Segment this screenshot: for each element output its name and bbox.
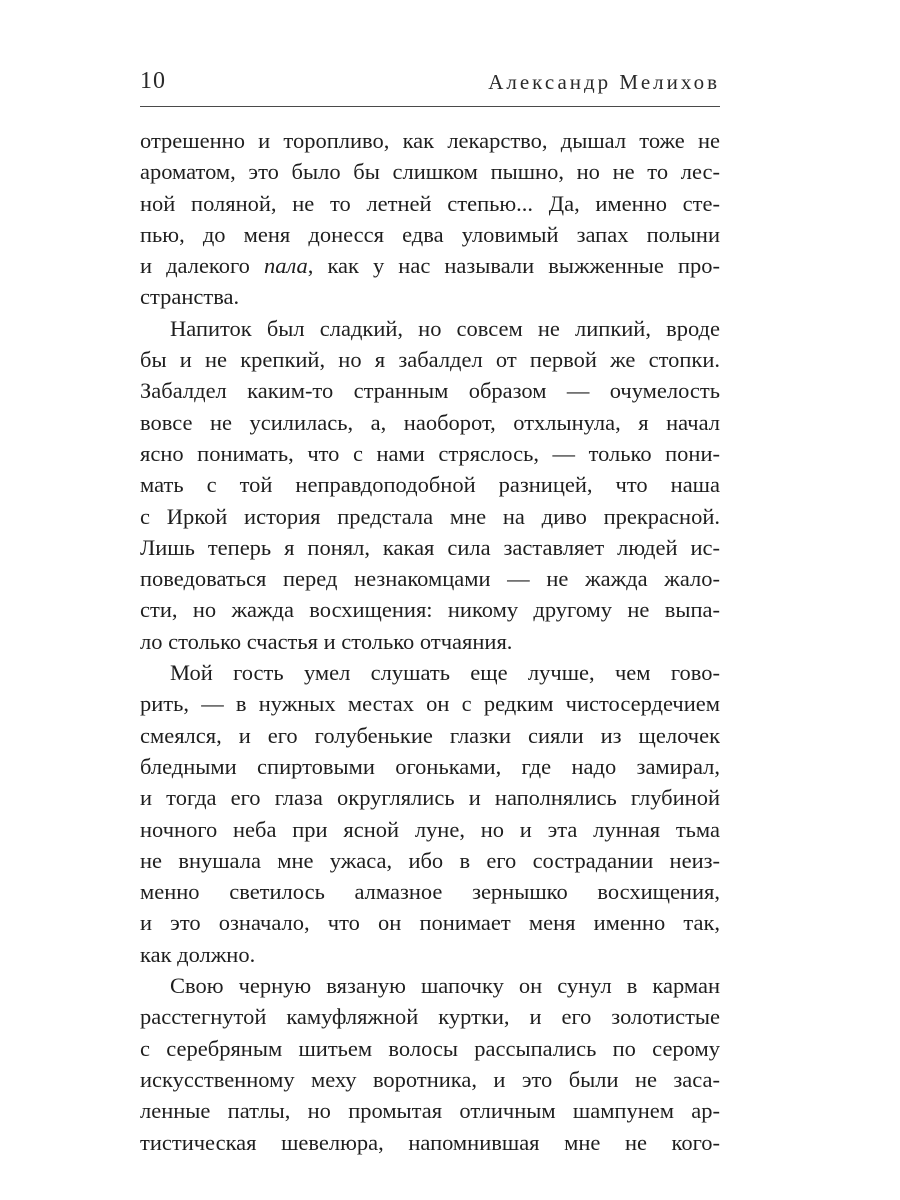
text-line: с Иркой история предстала мне на диво прекрасной. — [140, 503, 720, 529]
text-line: ной поляной, не то летней степью... Да, именно сте- — [140, 190, 720, 216]
header-rule — [140, 106, 720, 107]
text-line: Свою черную вязаную шапочку он сунул в карман — [170, 973, 720, 999]
text-line: поведоваться перед незнакомцами — не жажда жало- — [140, 566, 720, 592]
text-line: менно светилось алмазное зернышко восхищения, — [140, 879, 720, 905]
text-line: с серебряным шитьем волосы рассыпались по серому — [140, 1035, 720, 1061]
text-line: искусственному меху воротника, и это были не заса- — [140, 1066, 720, 1092]
text-line: сти, но жажда восхищения: никому другому не выпа- — [140, 597, 720, 623]
text-line: тистическая шевелюра, напомнившая мне не кого- — [140, 1129, 720, 1155]
text-line: Забалдел каким-то странным образом — очумелость — [140, 378, 720, 404]
text-line: бы и не крепкий, но я забалдел от первой же стопки. — [140, 347, 720, 373]
text-line: расстегнутой камуфляжной куртки, и его золотистые — [140, 1004, 720, 1030]
text-line: бледными спиртовыми огоньками, где надо замирал, — [140, 753, 720, 779]
text-line: вовсе не усилилась, а, наоборот, отхлынула, я начал — [140, 409, 720, 435]
text-line: ароматом, это было бы слишком пышно, но не то лес- — [140, 159, 720, 185]
author-name: Александр Мелихов — [488, 70, 720, 94]
italic-word: пала — [263, 253, 308, 279]
page-number: 10 — [140, 68, 166, 94]
text-line: пью, до меня донесся едва уловимый запах полыни — [140, 221, 720, 247]
text-line: рить, — в нужных местах он с редким чистосердечием — [140, 691, 720, 717]
text-line: не внушала мне ужаса, ибо в его сострадании неиз- — [140, 847, 720, 873]
text-fragment: , как у нас называли выжженные про- — [307, 253, 720, 279]
text-line: Напиток был сладкий, но совсем не липкий, вроде — [170, 315, 720, 341]
text-line: отрешенно и торопливо, как лекарство, дышал тоже не — [140, 128, 720, 153]
running-head — [140, 68, 720, 102]
text-line: Лишь теперь я понял, какая сила заставляет людей ис- — [140, 534, 720, 560]
text-line: ясно понимать, что с нами стряслось, — только пони- — [140, 440, 720, 466]
text-line: ночного неба при ясной луне, но и эта лунная тьма — [140, 816, 720, 842]
body-text — [140, 125, 720, 1158]
text-line: ленные патлы, но промытая отличным шампунем ар- — [140, 1098, 720, 1124]
text-line: странства. — [140, 284, 240, 310]
text-fragment: и далекого — [140, 253, 264, 279]
text-line: Мой гость умел слушать еще лучше, чем гово- — [170, 660, 720, 686]
text-line: и тогда его глаза округлялись и наполнялись глубиной — [140, 785, 720, 811]
text-line: мать с той неправдоподобной разницей, что наша — [140, 472, 720, 498]
text-line: и это означало, что он понимает меня именно так, — [140, 910, 720, 936]
text-line: смеялся, и его голубенькие глазки сияли из щелочек — [140, 722, 720, 748]
text-line: как должно. — [140, 941, 256, 967]
text-line-with-italic — [140, 250, 720, 281]
text-line: ло столько счастья и столько отчаяния. — [140, 628, 513, 654]
